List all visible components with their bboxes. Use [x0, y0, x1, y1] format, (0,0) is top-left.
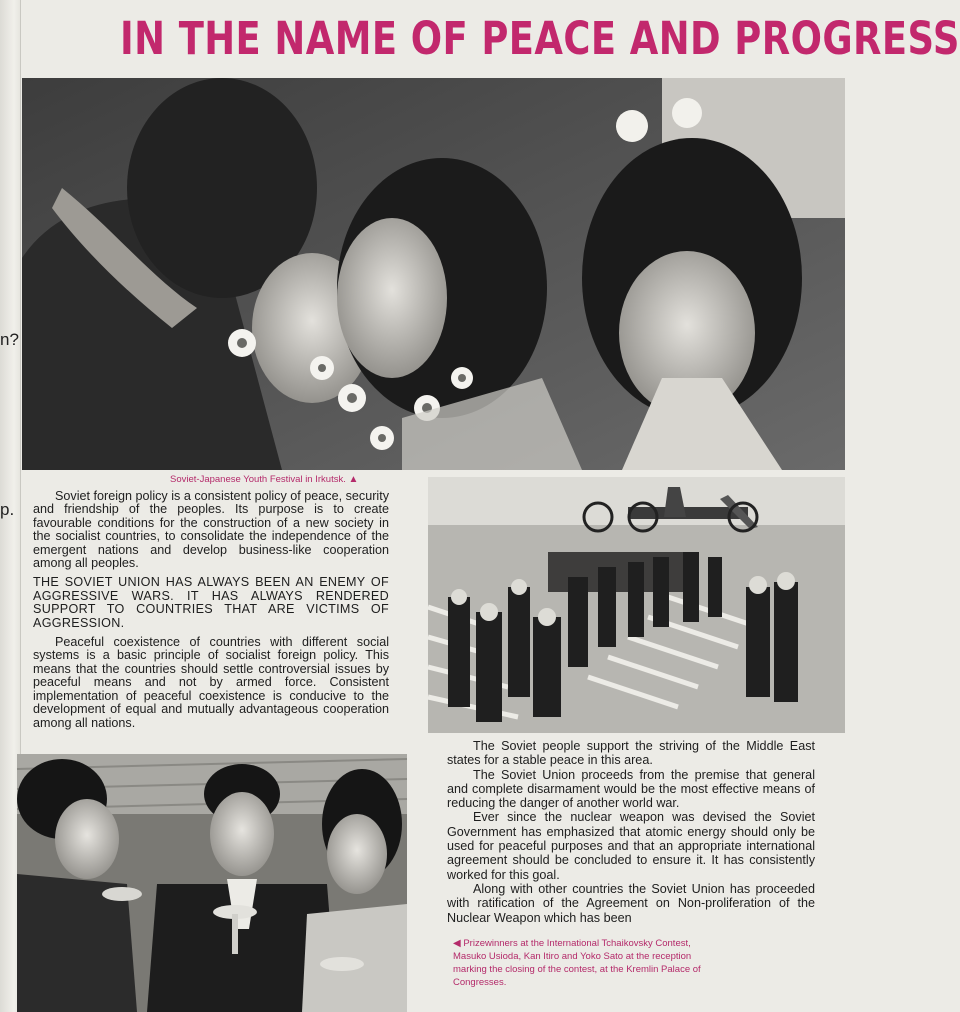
- airport-photo: [428, 477, 845, 733]
- previous-page-fragment: n?: [0, 330, 19, 349]
- page-title: IN THE NAME OF PEACE AND PROGRESS: [120, 12, 960, 65]
- article-emphasis-paragraph: THE SOVIET UNION HAS ALWAYS BEEN AN ENEMY OF AGGRESSIVE WARS. IT HAS ALWAYS RENDERED SUPPORT TO COUNTRIES THAT ARE VICTIMS OF AGGRESSION.: [33, 575, 389, 630]
- caption-left-triangle-icon: ◀: [453, 938, 461, 949]
- left-article-column: [33, 490, 389, 736]
- right-article-column: [447, 739, 815, 925]
- caption-up-triangle-icon: ▲: [348, 474, 359, 485]
- festival-photo-caption: [170, 473, 358, 486]
- article-paragraph: Along with other countries the Soviet Union has proceeded with ratification of the Agreement on Non-proliferation of the Nuclear Weapon which has been: [447, 881, 815, 925]
- article-paragraph: The Soviet people support the striving of the Middle East states for a stable peace in this area.: [447, 739, 815, 768]
- reception-photo: [17, 754, 407, 1012]
- festival-photo: [22, 78, 845, 470]
- article-paragraph: Peaceful coexistence of countries with different social systems is a basic principle of socialist foreign policy. This means that the countries should settle controversial issues by peaceful means and not by armed force. Consistent implementation of peaceful coexistence is conducive to the development of equal and mutually advantageous cooperation among all nations.: [33, 635, 389, 730]
- festival-photo-image: [22, 78, 845, 470]
- article-paragraph: Soviet foreign policy is a consistent policy of peace, security and friendship of the peoples. Its purpose is to create favourable conditions for the construction of a new society in the socialist countries, to consolidate the independence of the emergent nations and develop business-like cooperation among all peoples.: [33, 489, 389, 571]
- reception-caption-text: Prizewinners at the International Tchaikovsky Contest, Masuko Usioda, Kan Itiro and Yoko Sato at the reception marking the closing of the contest, at the Kremlin Palace of Congresses.: [453, 938, 701, 988]
- article-paragraph: Ever since the nuclear weapon was devised the Soviet Government has emphasized that atomic energy should only be used for peaceful purposes and that an appropriate international agreement should be concluded to ensure it. It has consistently worked for this goal.: [447, 810, 815, 882]
- reception-photo-caption: [453, 937, 723, 989]
- airport-photo-image: [428, 477, 845, 733]
- festival-caption-text: Soviet-Japanese Youth Festival in Irkutsk.: [170, 474, 346, 485]
- reception-photo-image: [17, 754, 407, 1012]
- previous-page-fragment: p.: [0, 500, 15, 519]
- article-paragraph: The Soviet Union proceeds from the premise that general and complete disarmament would be the most effective means of reducing the danger of another world war.: [447, 767, 815, 811]
